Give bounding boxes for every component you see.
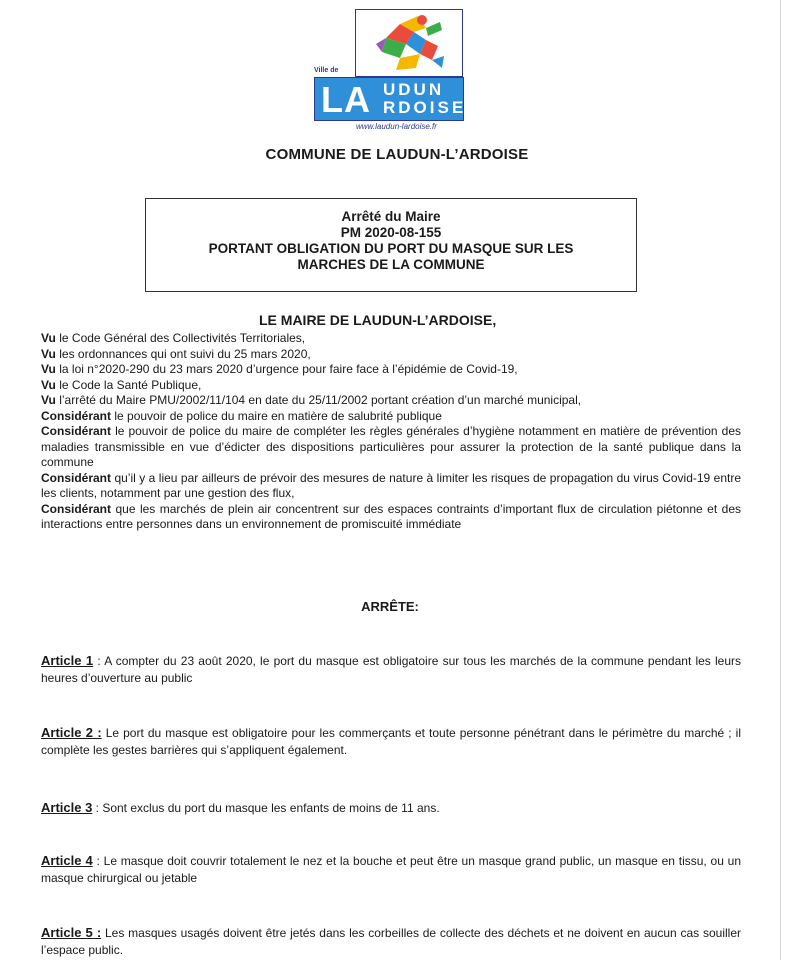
logo-rdoise: RDOISE xyxy=(383,98,467,117)
visa-line: Vu le Code la Santé Publique, xyxy=(41,377,202,392)
visa-line: Vu l’arrêté du Maire PMU/2002/11/104 en date du 25/11/2002 portant création d’un marché municipal, xyxy=(41,393,582,407)
article-label: Article 2 : xyxy=(41,725,102,740)
decree-subject-line-2: MARCHES DE LA COMMUNE xyxy=(297,257,485,272)
article-text: Le masque doit couvrir totalement le nez et la bouche et peut être un masque grand public, un masque en tissu, ou un masque chirurgical ou jetable xyxy=(41,854,741,885)
article-4: Article 4 : Le masque doit couvrir totalement le nez et la bouche et peut être un masque grand public, un masque en tissu, ou un masque chirurgical ou jetable xyxy=(41,853,741,885)
arrete-heading: ARRÊTE: xyxy=(361,599,419,614)
logo-emblem xyxy=(355,9,463,77)
logo-ville-de: Ville de xyxy=(314,67,339,74)
decree-title-box xyxy=(145,198,637,292)
preamble xyxy=(41,331,741,533)
decree-number: PM 2020-08-155 xyxy=(340,225,442,240)
article-2 xyxy=(41,724,741,759)
considerant-line: Considérant le pouvoir de police du maire en matière de salubrité publique xyxy=(41,408,442,423)
logo-name-panel xyxy=(314,77,467,121)
visa-line: Vu la loi n°2020-290 du 23 mars 2020 d’urgence pour faire face à l’épidémie de Covid-19, xyxy=(41,362,518,376)
article-5 xyxy=(41,924,741,959)
article-text: A compter du 23 août 2020, le port du masque est obligatoire sur tous les marchés de la commune pendant les leurs heures d’ouverture au public xyxy=(41,654,742,685)
article-label: Article 5 : xyxy=(41,925,102,940)
considerant-line: Considérant qu’il y a lieu par ailleurs de prévoir des mesures de nature à limiter les risques de propagation du virus Covid-19 entre les clients, notamment par une gestion des flux, xyxy=(41,470,741,500)
logo-url: www.laudun-lardoise.fr xyxy=(356,122,437,131)
considerant-line: Considérant le pouvoir de police du maire de compléter les règles générales d’hygiène notamment en matière de prévention des maladies transmissible en vue d’édicter des dispositions particulières pour assurer la protection de la santé publique dans la commune xyxy=(41,424,741,469)
article-text: Le port du masque est obligatoire pour les commerçants et toute personne pénétrant dans le périmètre du marché ; il complète les gestes barrières qui s’appliquent également. xyxy=(41,726,741,757)
article-text: Sont exclus du port du masque les enfants de moins de 11 ans. xyxy=(102,801,440,815)
commune-title: COMMUNE DE LAUDUN-L’ARDOISE xyxy=(265,146,529,163)
logo-udun: UDUN xyxy=(383,80,445,99)
page-edge xyxy=(780,0,781,960)
decree-subject-line-1: PORTANT OBLIGATION DU PORT DU MASQUE SUR LES xyxy=(208,241,574,256)
article-label: Article 1 xyxy=(41,653,94,668)
article-1: Article 1 : A compter du 23 août 2020, le port du masque est obligatoire sur tous les marchés de la commune pendant les leurs heures d’ouverture au public xyxy=(41,653,742,685)
logo-la: LA xyxy=(321,79,371,120)
visa-line: Vu le Code Général des Collectivités Territoriales, xyxy=(41,331,306,345)
article-3: Article 3 : Sont exclus du port du masque les enfants de moins de 11 ans. xyxy=(41,800,440,815)
logo-figure-icon xyxy=(356,10,462,76)
article-label: Article 4 xyxy=(41,853,93,868)
article-label: Article 3 xyxy=(41,800,93,815)
decree-type: Arrêté du Maire xyxy=(341,209,441,224)
visa-line: Vu les ordonnances qui ont suivi du 25 mars 2020, xyxy=(41,346,311,361)
considerant-line: Considérant que les marchés de plein air concentrent sur des espaces contraints d’important flux de circulation piétonne et des interactions entre personnes dans un environnement de promiscuité immédiate xyxy=(41,501,741,531)
town-logo xyxy=(314,9,467,131)
mayor-heading: LE MAIRE DE LAUDUN-L’ARDOISE, xyxy=(259,312,497,328)
article-text: Les masques usagés doivent être jetés dans les corbeilles de collecte des déchets et ne doivent en aucun cas souiller l’espace public. xyxy=(41,926,741,957)
